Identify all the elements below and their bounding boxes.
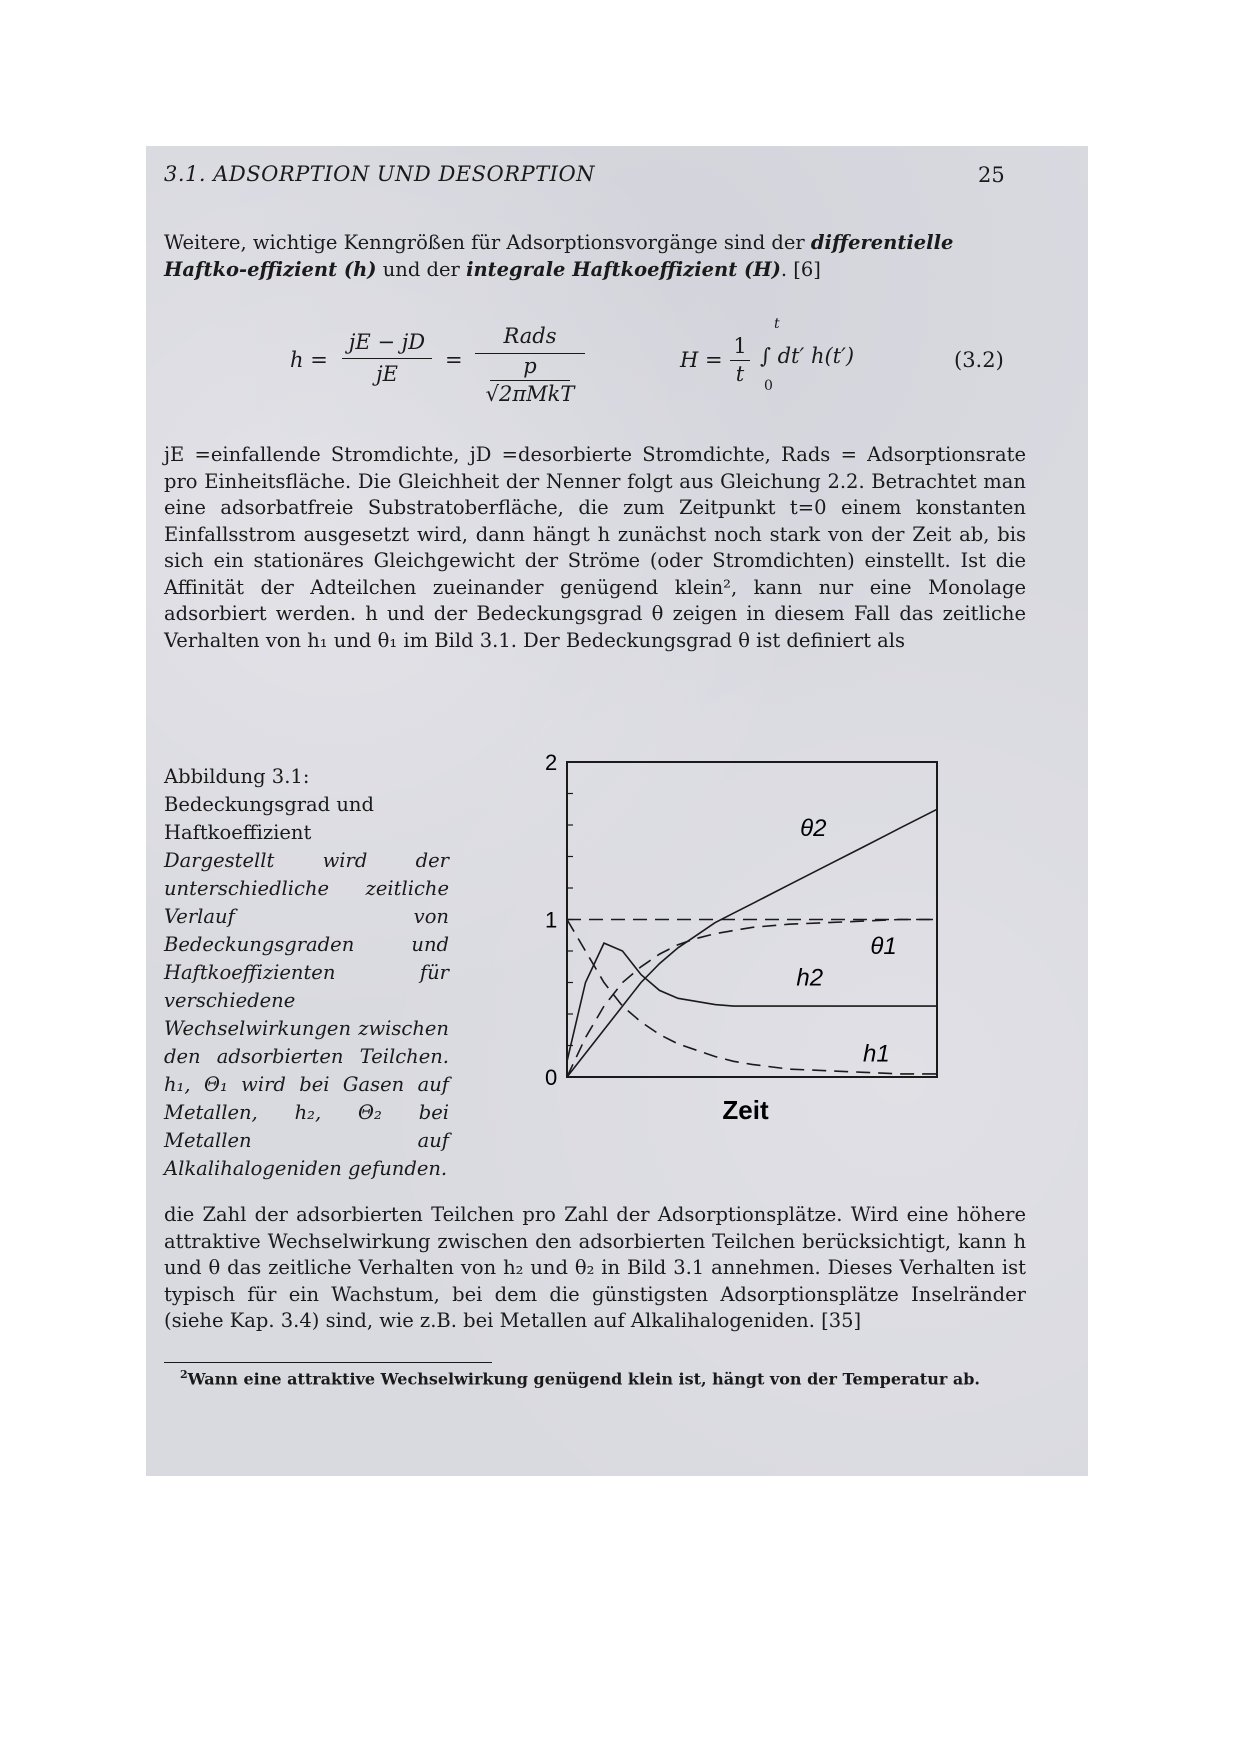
figure-caption [164,763,449,1183]
eq-den2-den: √2πMkT [485,382,575,406]
outro-paragraph: die Zahl der adsorbierten Teilchen pro Zahl der Adsorptionsplätze. Wird eine höhere attraktive Wechselwirkung zwischen den adsorbierten Teilchen berücksichtigt, kann h und θ das zeitliche Verhalten von h₂ und θ₂ in Bild 3.1 annehmen. Dieses Verhalten ist typisch für ein Wachstum, bei dem die günstigsten Adsorptionsplätze Inselränder (siehe Kap. 3.4) sind, wie z.B. bei Metallen auf Alkalihalogeniden. [35] [164,1203,1026,1332]
curve-label-theta1: θ1 [870,933,897,961]
eq-num2: Rads [503,324,557,348]
caption-title: Bedeckungsgrad und Haftkoeffizient [164,793,374,844]
term-integral-sticking: integrale Haftkoeffizient (H) [466,257,781,281]
intro-paragraph [164,230,1024,283]
curve-label-theta2: θ2 [800,815,827,843]
intro-text-b: und der [376,257,467,281]
curve-label-h1: h1 [863,1040,890,1068]
intro-text-c: . [6] [780,257,821,281]
term-differential-sticking: differentielle Haftko-effizient (h) [164,231,954,281]
x-axis-label: Zeit [722,1095,769,1125]
eq-number: (3.2) [954,348,1004,372]
intro-text-a: Weitere, wichtige Kenngrößen für Adsorptionsvorgänge sind der [164,231,811,254]
figure-3-1 [535,750,955,1130]
eq-den1: jE [376,362,398,386]
eq-integrand: ∫ dt′ h(t′) [760,344,855,368]
running-title: 3.1. ADSORPTION UND DESORPTION [164,162,596,186]
eq-den2-num: p [523,354,537,378]
eq-fracbar-3 [490,380,570,381]
y-tick-label: 2 [545,750,558,775]
caption-description: Dargestellt wird der unterschiedliche zeitliche Verlauf von Bedeckungsgraden und Haftkoeffizienten für verschiedene Wechselwirkungen zwischen den adsorbierten Teilchen. h₁, Θ₁ wird bei Gasen auf Metallen, h₂, Θ₂ bei Metallen auf Alkalihalogeniden gefunden. [164,849,449,1180]
curve-label-h2: h2 [796,964,824,992]
footnote-text: Wann eine attraktive Wechselwirkung genügend klein ist, hängt von der Temperatur ab. [187,1369,980,1389]
eq-fracbar-4 [730,360,750,361]
eq-lhs-h: h = [290,348,328,372]
eq-fracbar-1 [342,358,432,359]
page-number: 25 [978,163,1005,187]
caption-label: Abbildung 3.1: [164,765,310,788]
y-tick-label: 1 [545,907,558,933]
chart-svg [535,750,955,1130]
footnote [180,1368,980,1388]
footnote-rule [164,1362,492,1363]
y-tick-label: 0 [545,1065,558,1090]
eq-int-lower: 0 [764,378,773,394]
eq-t-den: t [735,362,745,386]
eq-lhs-H: H = [680,348,723,372]
eq-equals-2: = [445,348,463,372]
eq-num1: jE − jD [348,330,426,354]
eq-one: 1 [733,334,747,358]
definitions-paragraph: jE =einfallende Stromdichte, jD =desorbierte Stromdichte, Rads = Adsorptionsrate pro Einheitsfläche. Die Gleichheit der Nenner folgt aus Gleichung 2.2. Betrachtet man eine adsorbatfreie Substratoberfläche, die zum Zeitpunkt t=0 einem konstanten Einfallsstrom ausgesetzt wird, dann hängt h zunächst noch stark von der Zeit ab, bis sich ein stationäres Gleichgewicht der Ströme (oder Stromdichten) einstellt. Ist die Affinität der Adteilchen zueinander genügend klein², kann nur eine Monolage adsorbiert werden. h und der Bedeckungsgrad θ zeigen in diesem Fall das zeitliche Verhalten von h₁ und θ₁ im Bild 3.1. Der Bedeckungsgrad θ ist definiert als [164,443,1026,652]
footnote-marker: 2 [180,1368,188,1381]
eq-int-upper: t [774,316,780,332]
equation-3-2 [290,316,1020,420]
